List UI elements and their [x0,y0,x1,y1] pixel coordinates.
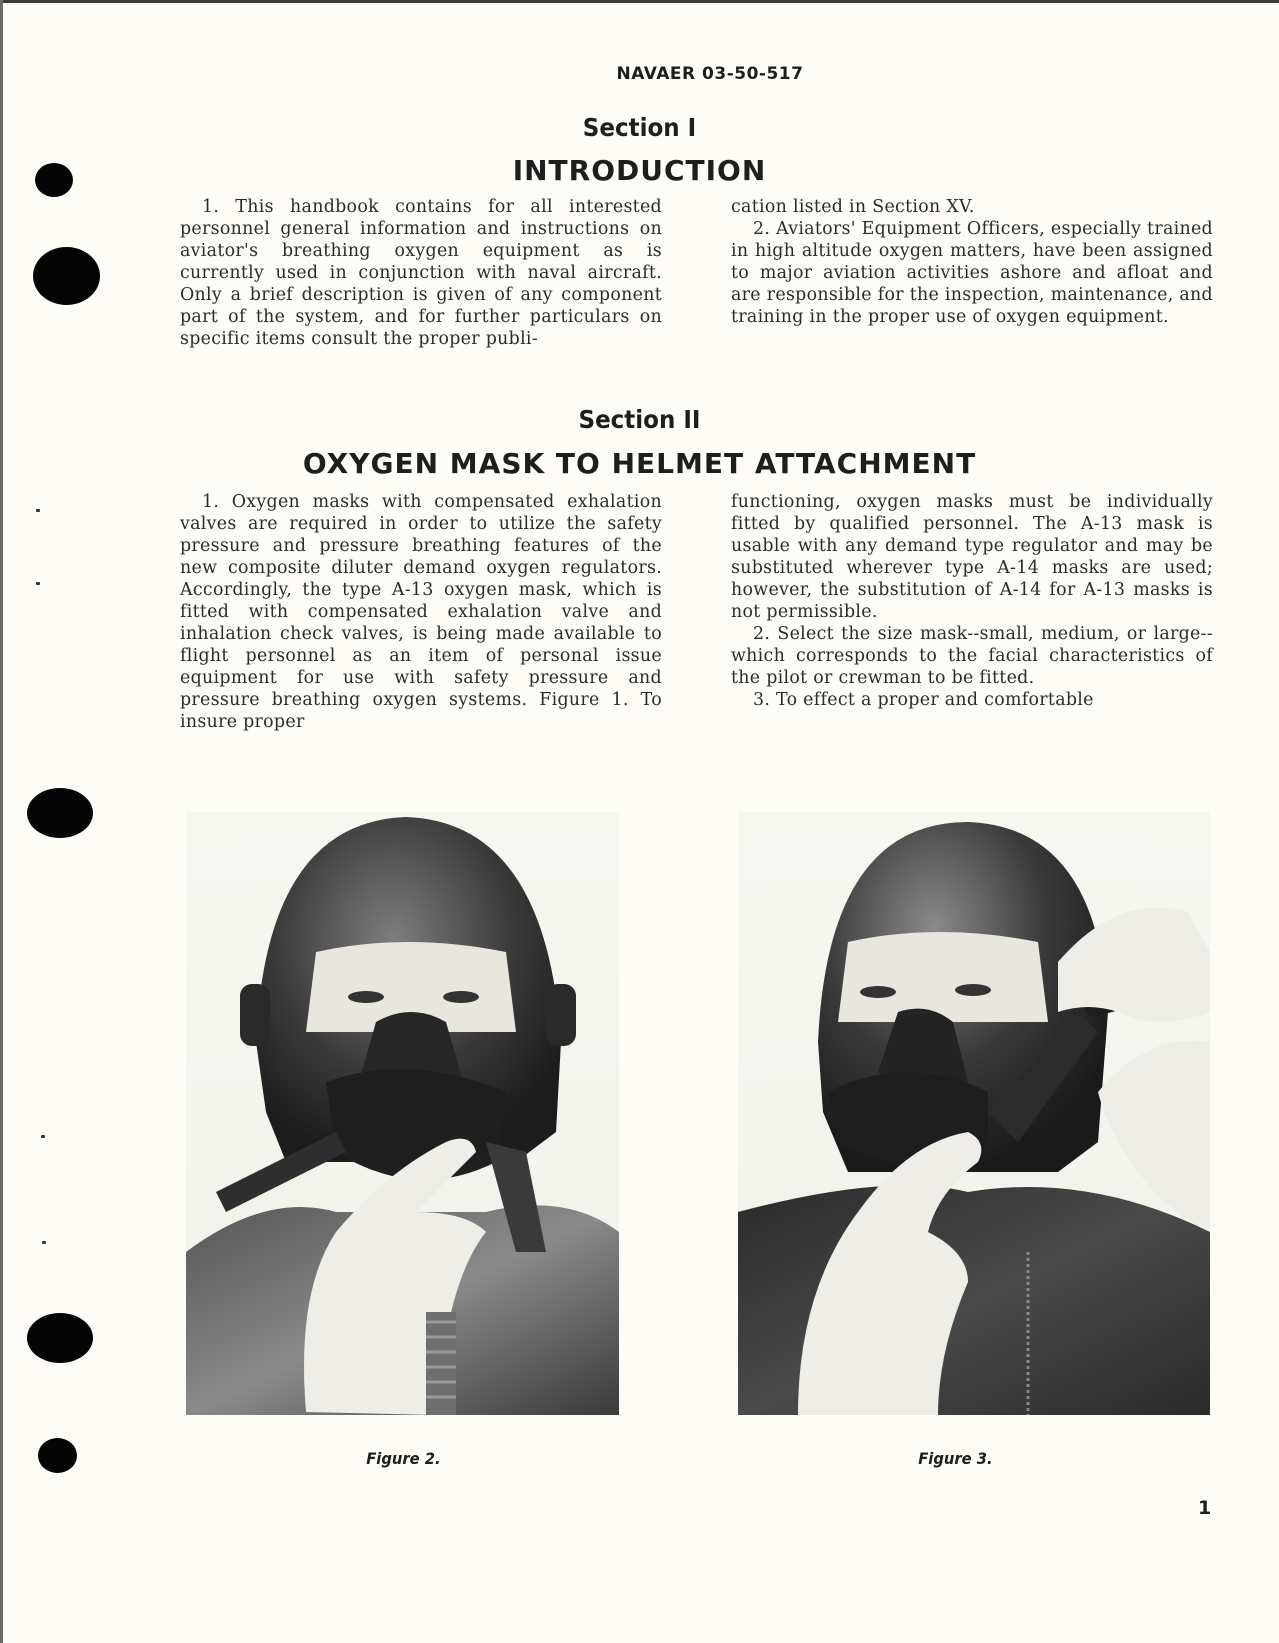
section-1-paragraph-2: 2. Aviators' Equipment Officers, especially trained in high altitude oxygen matters, have been assigned to major aviation activities ashore and afloat and are responsible for the inspection, maintenance, and training in the proper use of oxygen equipment. [731,219,1213,327]
scan-top-edge [0,0,1279,3]
section-1-title: INTRODUCTION [512,154,767,187]
section-2-paragraph-1: 1. Oxygen masks with compensated exhalation valves are required in order to utilize the safety pressure and pressure breathing features of the new composite diluter demand oxygen regulators. Accordingly, the type A-13 oxygen mask, which is fitted with compensated exhalation valve and inhalation check valves, is being made available to flight personnel as an item of personal issue equipment for use with safety pressure and pressure breathing oxygen systems. Figure 1. To insure proper [180,492,662,732]
figure-2-caption: Figure 2. [366,1449,441,1468]
scan-mark [42,1241,46,1244]
section-1-paragraph-1: 1. This handbook contains for all interested personnel general information and instructions on aviator's breathing oxygen equipment as is currently used in conjunction with naval aircraft. Only a brief description is given of any component part of the system, and for further particulars on specific items consult the proper publi- [180,197,662,349]
section-1-paragraph-1-continued: cation listed in Section XV. [731,197,975,217]
page-number: 1 [1198,1497,1212,1519]
aviator-mask-photo-illustration [186,812,619,1415]
section-1-right-column [731,196,1213,328]
section-2-number: Section II [578,405,701,434]
punch-hole [38,1438,77,1473]
punch-hole [33,247,100,305]
document-number: NAVAER 03-50-517 [616,64,804,84]
section-2-left-column [180,491,662,733]
section-1-left-column [180,196,662,350]
section-2-title: OXYGEN MASK TO HELMET ATTACHMENT [302,447,977,480]
punch-hole [27,1313,93,1363]
section-2-right-column [731,491,1213,711]
scan-mark [41,1135,45,1138]
scan-mark [36,509,40,512]
figure-2-photo [186,812,619,1415]
scan-left-edge [0,0,3,1643]
scan-mark [36,582,40,585]
section-2-paragraph-3-start: 3. To effect a proper and comfortable [753,690,1094,710]
section-2-paragraph-2: 2. Select the size mask--small, medium, or large--which corresponds to the facial characteristics of the pilot or crewman to be fitted. [731,624,1213,688]
figure-3-photo [738,812,1210,1415]
figure-3-caption: Figure 3. [918,1449,993,1468]
section-1-number: Section I [582,113,697,142]
punch-hole [27,788,93,838]
section-2-paragraph-1-continued: functioning, oxygen masks must be individually fitted by qualified personnel. The A-13 mask is usable with any demand type regulator and may be substituted wherever type A-14 masks are used; however, the substitution of A-14 for A-13 masks is not permissible. [731,492,1213,622]
mask-fitting-photo-illustration [738,812,1210,1415]
